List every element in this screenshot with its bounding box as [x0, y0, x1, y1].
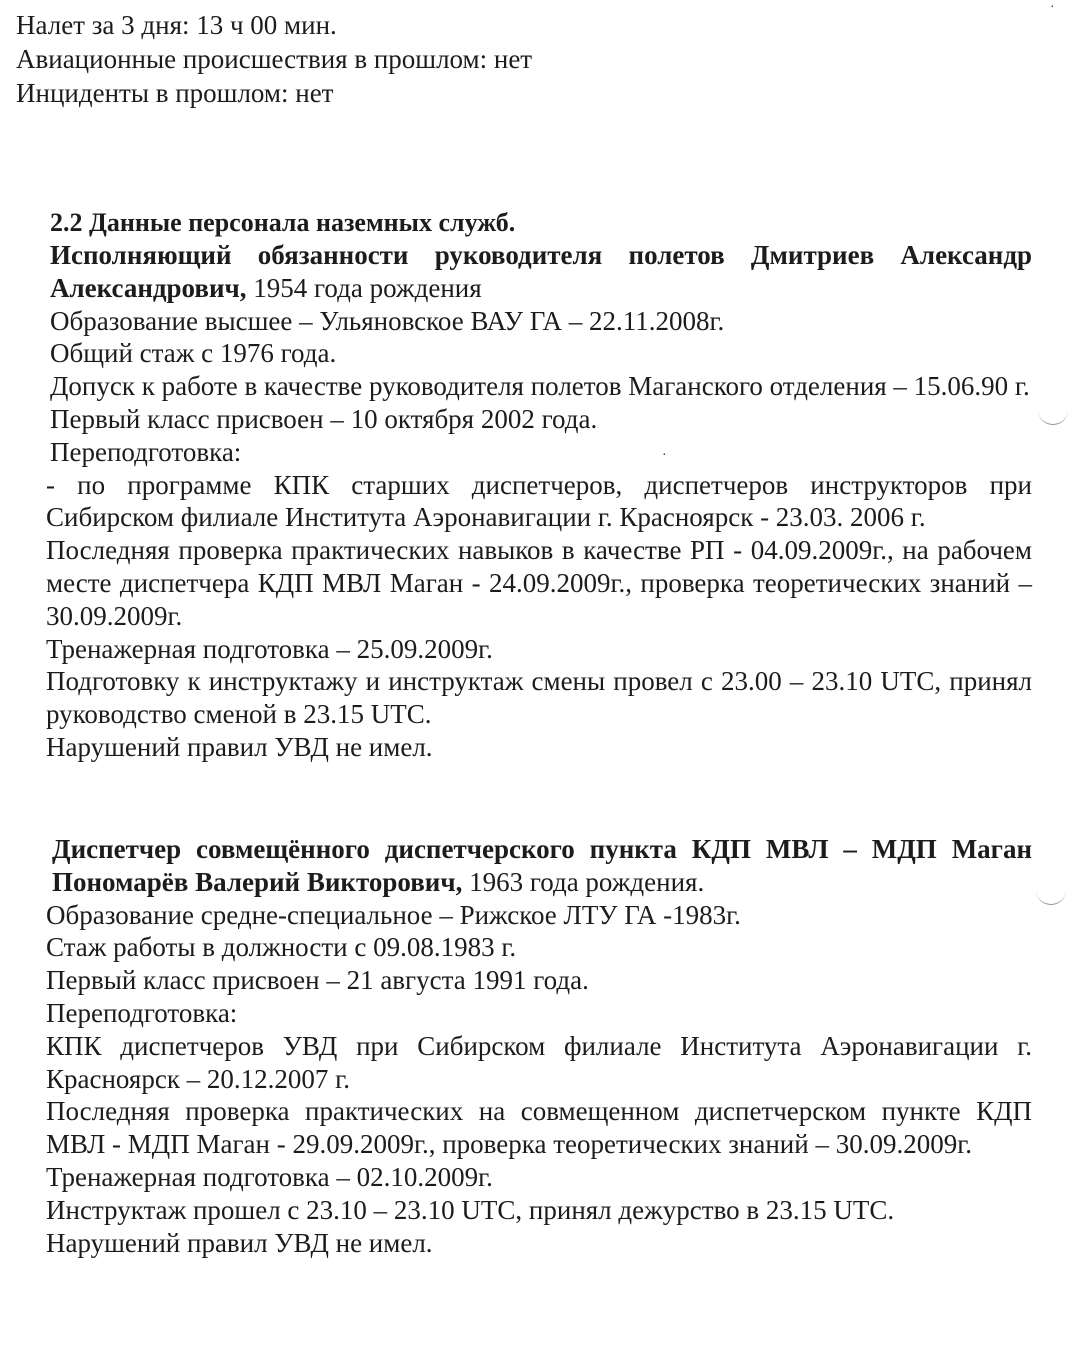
dispatcher-section: [46, 833, 1032, 1259]
violations-line: Нарушений правил УВД не имел.: [46, 731, 433, 762]
last-check-paragraph: Последняя проверка практических навыков в качестве РП - 04.09.2009г., на рабочем месте диспетчера КДП МВЛ Маган - 24.09.2009г., проверка теоретических знаний – 30.09.2009г.: [46, 535, 1032, 631]
dispatcher-birth: 1963 года рождения.: [462, 866, 705, 897]
simulator-line: Тренажерная подготовка – 25.09.2009г.: [46, 633, 493, 664]
dispatcher-retraining-paragraph: КПК диспетчеров УВД при Сибирском филиале Института Аэронавигации г. Красноярск – 20.12.2007 г.: [46, 1030, 1032, 1094]
dispatcher-last-check-paragraph: Последняя проверка практических на совмещенном диспетчерском пункте КДП МВЛ - МДП Маган - 29.09.2009г., проверка теоретических знаний – 30.09.2009г.: [46, 1096, 1032, 1160]
flight-time-line: Налет за 3 дня: 13 ч 00 мин.: [16, 10, 337, 40]
admission-paragraph: Допуск к работе в качестве руководителя полетов Маганского отделения – 15.06.90 г.: [50, 371, 1030, 402]
dispatcher-briefing-line: Инструктаж прошел с 23.10 – 23.10 UTC, принял дежурство в 23.15 UTC.: [46, 1194, 895, 1225]
briefing-paragraph: Подготовку к инструктажу и инструктаж смены провел с 23.00 – 23.10 UTC, принял руководство сменой в 23.15 UTC.: [46, 666, 1032, 730]
accidents-line: Авиационные происшествия в прошлом: нет: [16, 44, 533, 74]
first-class-line: Первый класс присвоен – 10 октября 2002 года.: [50, 403, 598, 434]
crew-summary: [16, 8, 716, 110]
education-line: Образование высшее – Ульяновское ВАУ ГА – 22.11.2008г.: [50, 305, 725, 336]
dispatcher-first-class-line: Первый класс присвоен – 21 августа 1991 года.: [46, 965, 589, 996]
section-heading: 2.2 Данные персонала наземных служб.: [50, 208, 516, 237]
ground-personnel-section: [46, 207, 1032, 764]
flight-director-name: Исполняющий обязанности руководителя полетов Дмитриев Александр Александрович,: [50, 240, 1032, 303]
experience-line: Общий стаж с 1976 года.: [50, 338, 337, 369]
dispatcher-name: Пономарёв Валерий Викторович,: [52, 866, 463, 897]
dispatcher-title: Диспетчер совмещённого диспетчерского пункта КДП МВЛ – МДП Маган: [52, 834, 1032, 864]
dispatcher-paragraph: [52, 833, 1032, 899]
punch-hole-mark: [1036, 890, 1066, 905]
dispatcher-simulator-line: Тренажерная подготовка – 02.10.2009г.: [46, 1161, 493, 1192]
dispatcher-violations-line: Нарушений правил УВД не имел.: [46, 1227, 433, 1258]
scan-speck-corner: ·: [1050, 0, 1055, 15]
punch-hole-mark: [1038, 410, 1068, 425]
dispatcher-retraining-title: Переподготовка:: [46, 997, 238, 1028]
flight-director-birth: 1954 года рождения: [246, 272, 482, 303]
retraining-title: Переподготовка:: [50, 436, 242, 467]
scan-speck: ·: [662, 448, 667, 463]
retraining-paragraph: - по программе КПК старших диспетчеров, диспетчеров инструкторов при Сибирском филиале Института Аэронавигации г. Красноярск - 23.03. 2006 г.: [46, 469, 1032, 533]
flight-director-paragraph: [50, 239, 1032, 305]
incidents-line: Инциденты в прошлом: нет: [16, 78, 334, 108]
dispatcher-experience-line: Стаж работы в должности с 09.08.1983 г.: [46, 932, 517, 963]
dispatcher-education-line: Образование средне-специальное – Рижское ЛТУ ГА -1983г.: [46, 899, 741, 930]
